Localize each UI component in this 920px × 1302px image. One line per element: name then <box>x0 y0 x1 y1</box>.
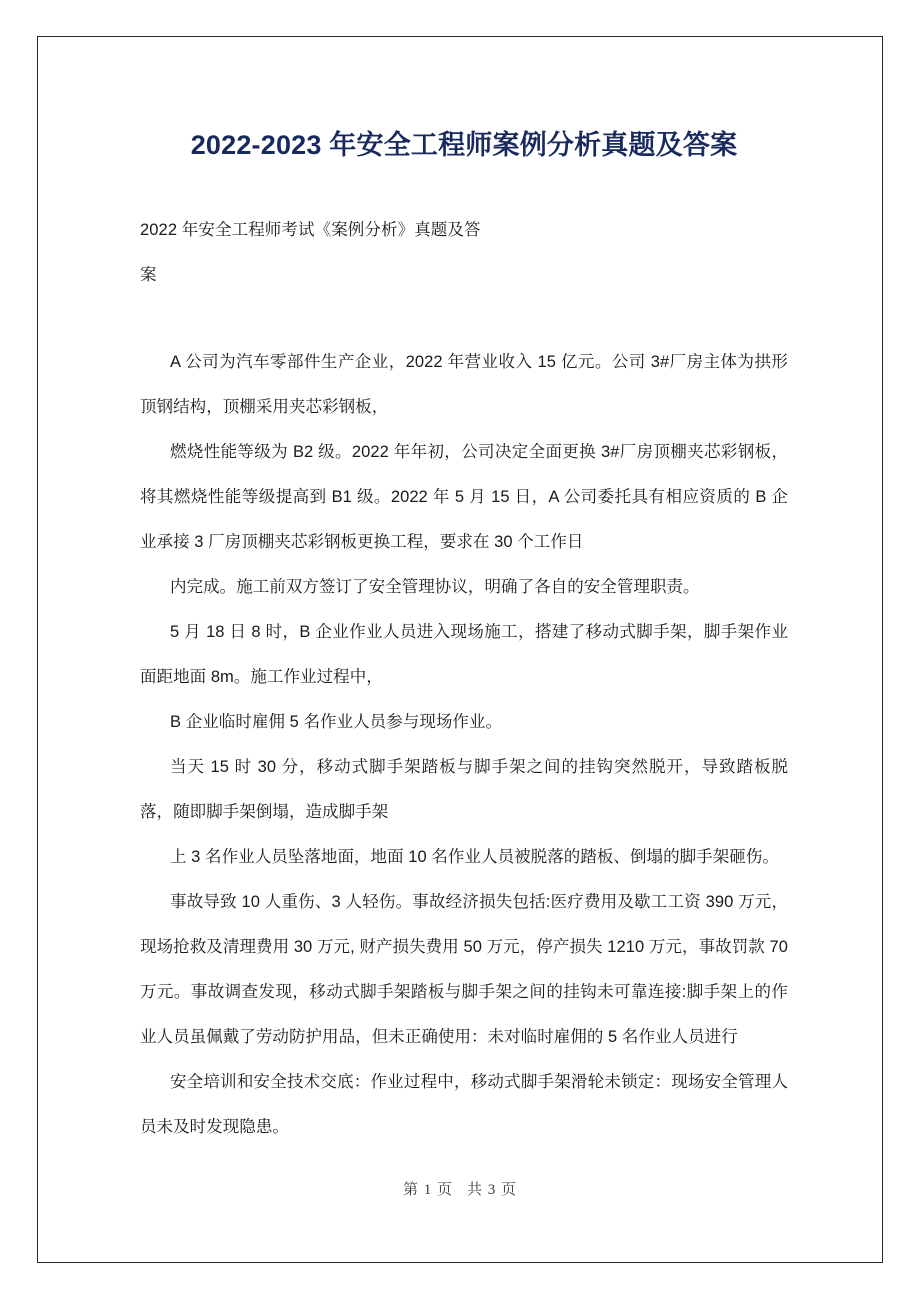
body-paragraph: B 企业临时雇佣 5 名作业人员参与现场作业。 <box>170 713 503 731</box>
document-content <box>140 36 788 1150</box>
body-paragraph: 事故导致 10 人重伤、3 人轻伤。事故经济损失包括:医疗费用及歇工工资 390 万元，现场抢救及清理费用 30 万元, 财产损失费用 50 万元，停产损失 1210 万元，事故罚款 70 万元。事故调查发现，移动式脚手架踏板与脚手架之间的挂钩未可靠连接:脚手架上的作业人员虽佩戴了劳动防护用品，但未正确使用：未对临时雇佣的 5 名作业人员进行 <box>140 893 788 1046</box>
body-paragraph: 安全培训和安全技术交底：作业过程中，移动式脚手架滑轮未锁定：现场安全管理人员未及时发现隐患。 <box>140 1073 788 1136</box>
footer-total-pages: 共 3 页 <box>467 1182 518 1198</box>
document-subtitle <box>140 208 788 298</box>
body-paragraph: 上 3 名作业人员坠落地面，地面 10 名作业人员被脱落的踏板、倒塌的脚手架砸伤。 <box>170 848 779 866</box>
body-paragraph: 内完成。施工前双方签订了安全管理协议，明确了各自的安全管理职责。 <box>170 578 700 596</box>
page-title: 2022-2023 年安全工程师案例分析真题及答案 <box>190 130 738 160</box>
body-paragraph: A 公司为汽车零部件生产企业，2022 年营业收入 15 亿元。公司 3#厂房主体为拱形顶钢结构，顶棚采用夹芯彩钢板， <box>140 353 788 416</box>
subtitle-line-1: 2022 年安全工程师考试《案例分析》真题及答 <box>140 221 481 239</box>
document-body <box>140 340 788 1150</box>
body-paragraph: 5 月 18 日 8 时，B 企业作业人员进入现场施工，搭建了移动式脚手架，脚手架作业面距地面 8m。施工作业过程中， <box>140 623 788 686</box>
page-footer <box>37 1178 883 1199</box>
footer-current-page: 第 1 页 <box>402 1182 453 1198</box>
subtitle-line-2: 案 <box>140 266 157 284</box>
body-paragraph: 当天 15 时 30 分，移动式脚手架踏板与脚手架之间的挂钩突然脱开，导致踏板脱落，随即脚手架倒塌，造成脚手架 <box>140 758 788 821</box>
body-paragraph: 燃烧性能等级为 B2 级。2022 年年初，公司决定全面更换 3#厂房顶棚夹芯彩钢板，将其燃烧性能等级提高到 B1 级。2022 年 5 月 15 日，A 公司委托具有相应资质的 B 企业承接 3 厂房顶棚夹芯彩钢板更换工程，要求在 30 个工作日 <box>140 443 788 551</box>
